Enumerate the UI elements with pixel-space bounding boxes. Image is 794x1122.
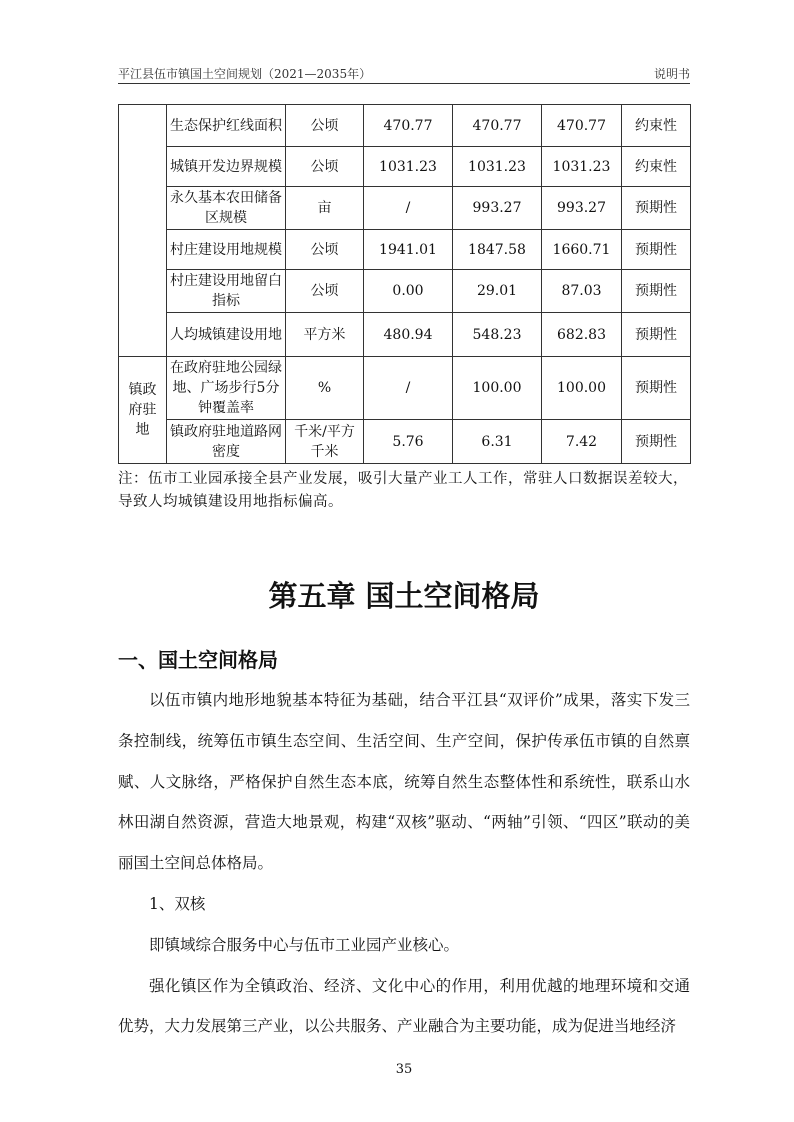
cell-type: 约束性 <box>622 105 691 147</box>
table-row <box>119 313 691 357</box>
page-number: 35 <box>395 1062 413 1078</box>
cell-unit: 千米/平方千米 <box>286 420 364 464</box>
cell-unit: 亩 <box>286 187 364 230</box>
cell-v1: / <box>364 187 453 230</box>
cell-v1: 480.94 <box>364 313 453 357</box>
group-cell: 镇政府驻地 <box>119 357 167 464</box>
cell-v3: 682.83 <box>542 313 622 357</box>
cell-unit: % <box>286 357 364 420</box>
paragraph: 即镇域综合服务中心与伍市工业园产业核心。 <box>149 935 460 954</box>
paragraph: 强化镇区作为全镇政治、经济、文化中心的作用，利用优越的地理环境和交通优势，大力发展第三产业，以公共服务、产业融合为主要功能，成为促进当地经济 <box>118 976 690 1036</box>
table-row <box>119 420 691 464</box>
cell-v1: 470.77 <box>364 105 453 147</box>
cell-v2: 1847.58 <box>453 230 542 270</box>
cell-unit: 公顷 <box>286 230 364 270</box>
cell-v2: 1031.23 <box>453 147 542 187</box>
cell-v3: 470.77 <box>542 105 622 147</box>
paragraph: 以伍市镇内地形地貌基本特征为基础，结合平江县“双评价”成果，落实下发三条控制线，统筹伍市镇生态空间、生活空间、生产空间，保护传承伍市镇的自然禀赋、人文脉络，严格保护自然生态本底，统筹自然生态整体性和系统性，联系山水林田湖自然资源，营造大地景观，构建“双核”驱动、“两轴”引领、“四区”联动的美丽国土空间总体格局。 <box>118 691 691 873</box>
cell-v3: 1660.71 <box>542 230 622 270</box>
table-row <box>119 147 691 187</box>
cell-v3: 993.27 <box>542 187 622 230</box>
cell-unit: 平方米 <box>286 313 364 357</box>
cell-name: 村庄建设用地留白指标 <box>167 270 286 313</box>
header-title: 平江县伍市镇国土空间规划（2021—2035年） <box>118 67 372 81</box>
cell-unit: 公顷 <box>286 105 364 147</box>
cell-v2: 100.00 <box>453 357 542 420</box>
table-row <box>119 357 691 420</box>
cell-type: 预期性 <box>622 187 691 230</box>
cell-name: 生态保护红线面积 <box>167 105 286 147</box>
table-row <box>119 187 691 230</box>
cell-unit: 公顷 <box>286 270 364 313</box>
table-row <box>119 270 691 313</box>
cell-v2: 29.01 <box>453 270 542 313</box>
cell-unit: 公顷 <box>286 147 364 187</box>
cell-type: 预期性 <box>622 313 691 357</box>
section-heading: 一、国土空间格局 <box>118 648 278 672</box>
cell-v1: 1031.23 <box>364 147 453 187</box>
cell-type: 预期性 <box>622 230 691 270</box>
cell-v3: 87.03 <box>542 270 622 313</box>
indicator-table <box>118 104 691 464</box>
cell-v2: 470.77 <box>453 105 542 147</box>
cell-v1: 5.76 <box>364 420 453 464</box>
page-header <box>118 63 690 84</box>
cell-v1: / <box>364 357 453 420</box>
table-note: 注：伍市工业园承接全县产业发展，吸引大量产业工人工作，常驻人口数据误差较大，导致人均城镇建设用地指标偏高。 <box>118 471 688 510</box>
cell-name: 在政府驻地公园绿地、广场步行5分钟覆盖率 <box>167 357 286 420</box>
cell-name: 村庄建设用地规模 <box>167 230 286 270</box>
chapter-title: 第五章 国土空间格局 <box>268 579 540 613</box>
cell-v1: 0.00 <box>364 270 453 313</box>
paragraph: 1、双核 <box>149 894 206 913</box>
cell-type: 预期性 <box>622 270 691 313</box>
cell-name: 永久基本农田储备区规模 <box>167 187 286 230</box>
cell-v3: 100.00 <box>542 357 622 420</box>
cell-v2: 6.31 <box>453 420 542 464</box>
table-row <box>119 105 691 147</box>
cell-v3: 1031.23 <box>542 147 622 187</box>
cell-v3: 7.42 <box>542 420 622 464</box>
cell-name: 城镇开发边界规模 <box>167 147 286 187</box>
body-text <box>118 680 690 1047</box>
cell-v2: 548.23 <box>453 313 542 357</box>
cell-type: 预期性 <box>622 357 691 420</box>
group-cell <box>119 105 167 357</box>
cell-v2: 993.27 <box>453 187 542 230</box>
cell-type: 预期性 <box>622 420 691 464</box>
header-right: 说明书 <box>653 67 690 81</box>
cell-name: 人均城镇建设用地 <box>167 313 286 357</box>
cell-v1: 1941.01 <box>364 230 453 270</box>
cell-type: 约束性 <box>622 147 691 187</box>
table-row <box>119 230 691 270</box>
cell-name: 镇政府驻地道路网密度 <box>167 420 286 464</box>
